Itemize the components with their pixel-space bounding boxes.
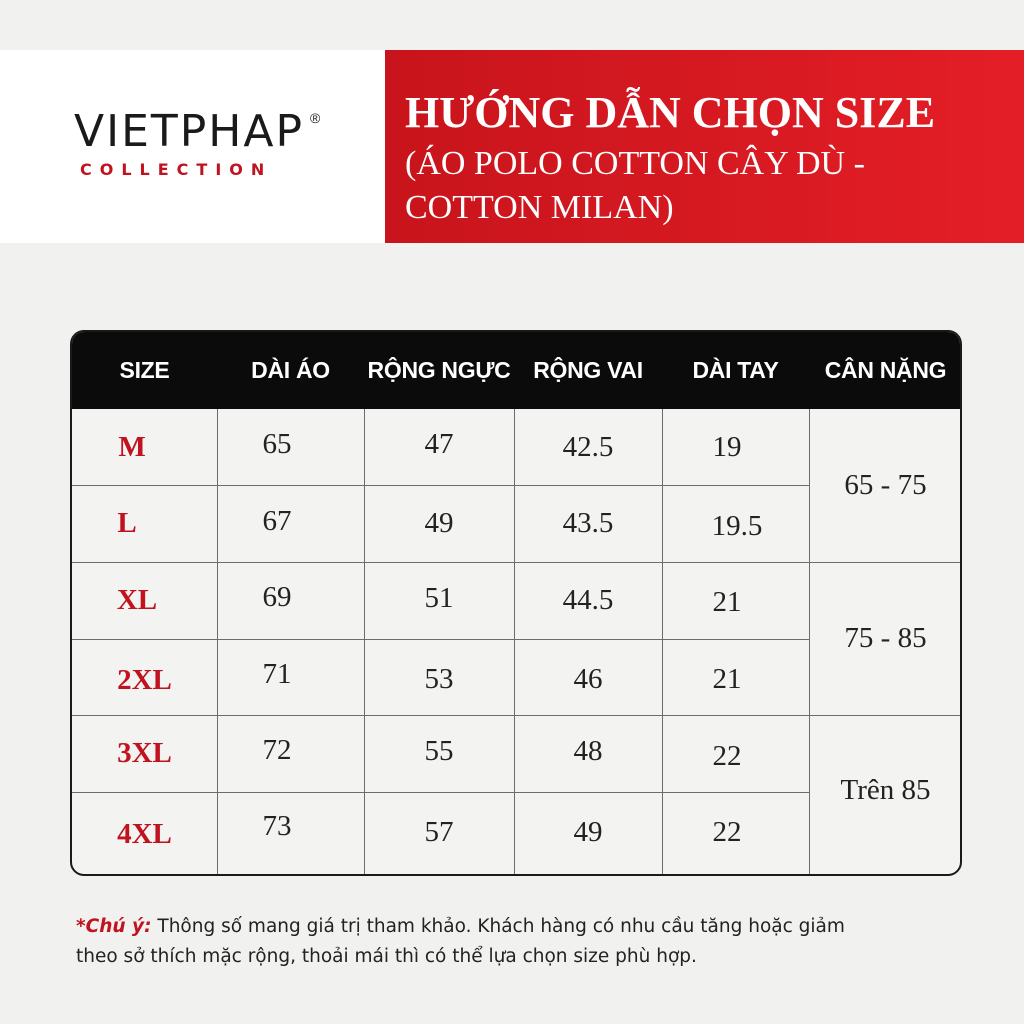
size-chart-table: [70, 330, 962, 876]
header-can-nang: CÂN NẶNG: [824, 357, 947, 383]
rong-nguc-cell: 55: [424, 734, 454, 767]
dai-tay-cell: 22: [712, 739, 742, 772]
dai-ao-cell: 71: [262, 657, 292, 690]
rong-nguc-cell: 51: [424, 581, 454, 614]
brand-subtitle: COLLECTION: [80, 160, 273, 179]
size-cell: L: [117, 507, 137, 539]
rong-vai-cell: 42.5: [562, 430, 614, 463]
header-rong-nguc: RỘNG NGỰC: [367, 357, 511, 383]
dai-tay-cell: 19: [712, 430, 742, 463]
rong-nguc-cell: 53: [424, 662, 454, 695]
size-cell: 2XL: [117, 663, 172, 696]
rong-vai-cell: 46: [573, 662, 603, 695]
size-cell: XL: [116, 584, 158, 616]
weight-cell: 65 - 75: [844, 469, 927, 501]
note-label: *Chú ý:: [76, 916, 152, 937]
rong-vai-cell: 49: [573, 815, 603, 848]
note-line-2: theo sở thích mặc rộng, thoải mái thì có thể lựa chọn size phù hợp.: [76, 946, 697, 967]
rong-nguc-cell: 57: [424, 815, 454, 848]
weight-cell: 75 - 85: [844, 622, 927, 654]
size-cell: 3XL: [117, 737, 172, 769]
rong-vai-cell: 44.5: [562, 584, 614, 616]
dai-tay-cell: 19.5: [711, 509, 763, 542]
dai-tay-cell: 21: [712, 662, 742, 695]
header-dai-ao: DÀI ÁO: [251, 357, 330, 383]
dai-ao-cell: 65: [262, 427, 292, 460]
header-rong-vai: RỘNG VAI: [533, 357, 643, 383]
table-header: [72, 332, 960, 409]
size-cell: M: [118, 430, 146, 463]
weight-cell: Trên 85: [840, 773, 931, 806]
dai-ao-cell: 69: [262, 580, 292, 613]
note-text: Thông số mang giá trị tham khảo. Khách hàng có nhu cầu tăng hoặc giảm: [157, 916, 845, 937]
title-line-3: COTTON MILAN): [405, 189, 674, 226]
size-cell: 4XL: [117, 817, 172, 850]
dai-ao-cell: 73: [262, 809, 292, 842]
dai-tay-cell: 21: [712, 585, 742, 618]
note: [76, 912, 976, 972]
rong-vai-cell: 48: [573, 734, 603, 767]
dai-tay-cell: 22: [712, 815, 742, 848]
page-title: [405, 88, 1015, 230]
note-line-1: [76, 912, 976, 942]
header-dai-tay: DÀI TAY: [692, 357, 779, 383]
brand-name: VIETPHAP: [74, 106, 305, 157]
registered-mark: ®: [310, 110, 321, 126]
dai-ao-cell: 67: [262, 504, 292, 537]
brand-logo: [74, 106, 374, 190]
rong-nguc-cell: 49: [424, 507, 454, 539]
title-banner: [385, 50, 1024, 243]
rong-vai-cell: 43.5: [562, 507, 614, 539]
rong-nguc-cell: 47: [424, 427, 454, 460]
header-size: SIZE: [119, 357, 170, 383]
title-line-2: (ÁO POLO COTTON CÂY DÙ -: [405, 145, 865, 182]
title-line-1: HƯỚNG DẪN CHỌN SIZE: [405, 88, 936, 137]
dai-ao-cell: 72: [262, 733, 292, 766]
